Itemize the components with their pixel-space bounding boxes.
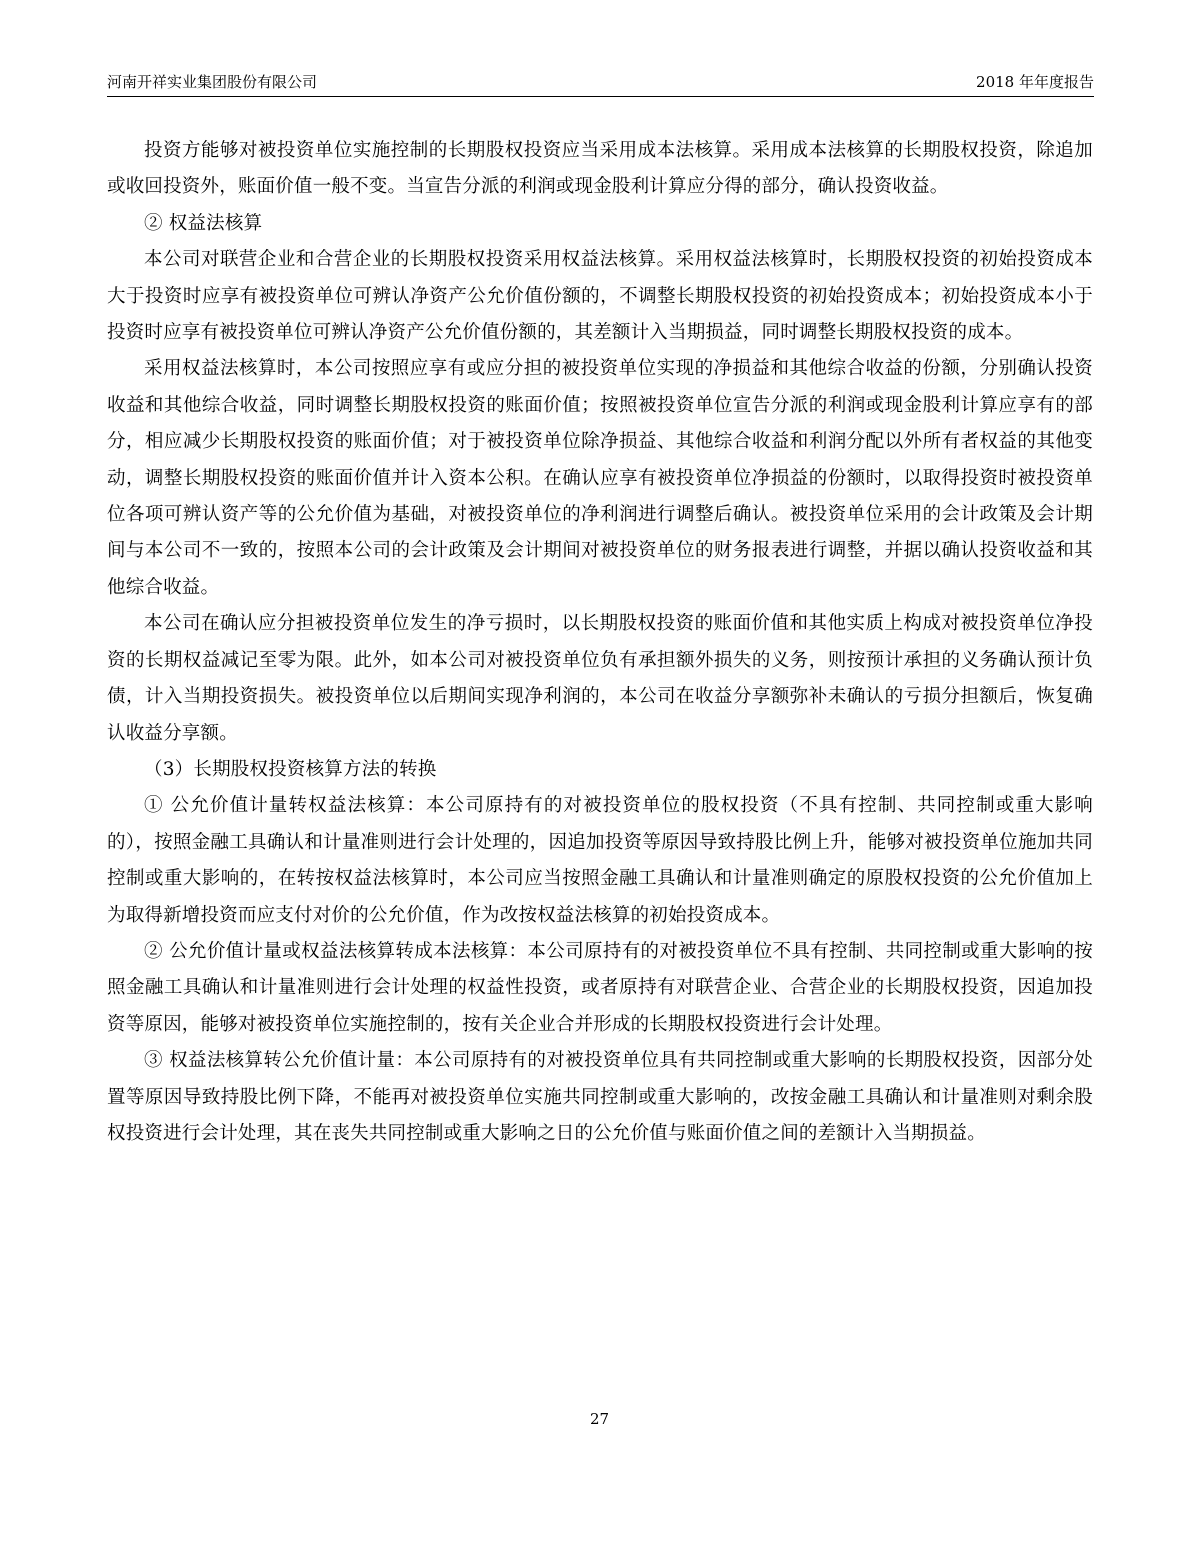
paragraph-equity-method-intro: 本公司对联营企业和合营企业的长期股权投资采用权益法核算。采用权益法核算时，长期股权投资的初始投资成本大于投资时应享有被投资单位可辨认净资产公允价值份额的，不调整长期股权投资的初始投资成本；初始投资成本小于投资时应享有被投资单位可辨认净资产公允价值份额的，其差额计入当期损益，同时调整长期股权投资的成本。 [107,249,1093,344]
paragraph-equity-method-adjustments: 采用权益法核算时，本公司按照应享有或应分担的被投资单位实现的净损益和其他综合收益的份额，分别确认投资收益和其他综合收益，同时调整长期股权投资的账面价值；按照被投资单位宣告分派的利润或现金股利计算应享有的部分，相应减少长期股权投资的账面价值；对于被投资单位除净损益、其他综合收益和利润分配以外所有者权益的其他变动，调整长期股权投资的账面价值并计入资本公积。在确认应享有被投资单位净损益的份额时，以取得投资时被投资单位各项可辨认资产等的公允价值为基础，对被投资单位的净利润进行调整后确认。被投资单位采用的会计政策及会计期间与本公司不一致的，按照本公司的会计政策及会计期间对被投资单位的财务报表进行调整，并据以确认投资收益和其他综合收益。 [107,358,1093,598]
paragraph-cost-method: 投资方能够对被投资单位实施控制的长期股权投资应当采用成本法核算。采用成本法核算的长期股权投资，除追加或收回投资外，账面价值一般不变。当宣告分派的利润或现金股利计算应分得的部分，确认投资收益。 [107,140,1093,198]
report-title: 2018 年年度报告 [976,73,1094,91]
paragraph-conversion-3: ③ 权益法核算转公允价值计量：本公司原持有的对被投资单位具有共同控制或重大影响的长期股权投资，因部分处置等原因导致持股比例下降，不能再对被投资单位实施共同控制或重大影响的，改按金融工具确认和计量准则对剩余股权投资进行会计处理，其在丧失共同控制或重大影响之日的公允价值与账面价值之间的差额计入当期损益。 [107,1050,1093,1144]
page-number: 27 [589,1410,610,1428]
document-body [107,133,1093,1152]
paragraph-conversion-2: ② 公允价值计量或权益法核算转成本法核算：本公司原持有的对被投资单位不具有控制、共同控制或重大影响的按照金融工具确认和计量准则进行会计处理的权益性投资，或者原持有对联营企业、合营企业的长期股权投资，因追加投资等原因，能够对被投资单位实施控制的，按有关企业合并形成的长期股权投资进行会计处理。 [107,940,1093,1035]
page-header [107,68,1094,97]
heading-equity-method: ② 权益法核算 [144,212,263,234]
company-name: 河南开祥实业集团股份有限公司 [107,73,318,91]
paragraph-net-loss: 本公司在确认应分担被投资单位发生的净亏损时，以长期股权投资的账面价值和其他实质上构成对被投资单位净投资的长期权益减记至零为限。此外，如本公司对被投资单位负有承担额外损失的义务，则按预计承担的义务确认预计负债，计入当期投资损失。被投资单位以后期间实现净利润的，本公司在收益分享额弥补未确认的亏损分担额后，恢复确认收益分享额。 [107,613,1093,744]
paragraph-conversion-1: ① 公允价值计量转权益法核算：本公司原持有的对被投资单位的股权投资（不具有控制、共同控制或重大影响的），按照金融工具确认和计量准则进行会计处理的，因追加投资等原因导致持股比例上升，能够对被投资单位施加共同控制或重大影响的，在转按权益法核算时，本公司应当按照金融工具确认和计量准则确定的原股权投资的公允价值加上为取得新增投资而应支付对价的公允价值，作为改按权益法核算的初始投资成本。 [107,795,1093,926]
heading-method-conversion: （3）长期股权投资核算方法的转换 [144,758,437,780]
